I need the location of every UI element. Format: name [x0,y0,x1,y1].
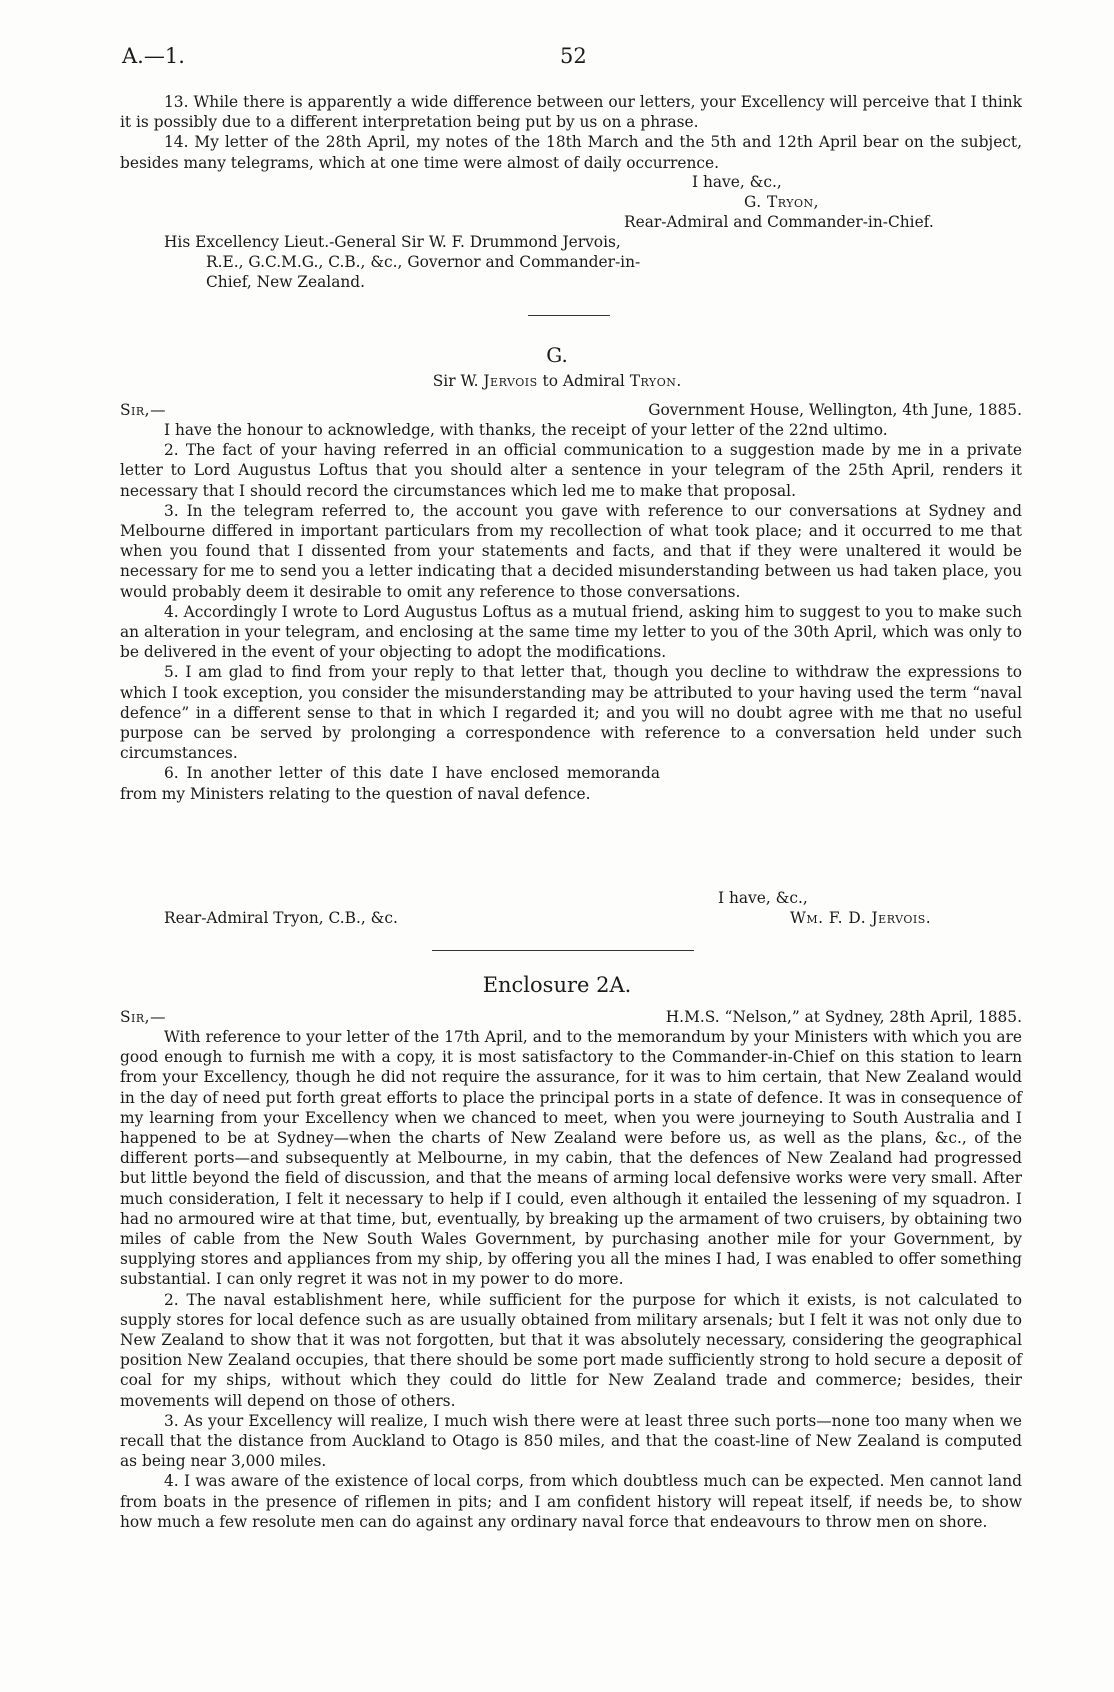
paragraph: 3. As your Excellency will realize, I much wish there were at least three such ports—none too many when we recall that the distance from Auckland to Otago is 850 miles, and that the coast-line of New Zealand is computed as being near 3,000 miles. [120,1411,1022,1471]
letter-g-body [120,420,1022,804]
letter-heading: Sir W. Jervois to Admiral Tryon. [432,372,682,390]
enclosure-title: Enclosure 2A. [482,973,632,997]
salutation: Sir,— [120,1008,166,1026]
paragraph: 2. The naval establishment here, while sufficient for the purpose for which it exists, is not calculated to supply stores for local defence such as are usually obtained from military arsenals; but I felt it was not only due to New Zealand to show that it was not forgotten, but that it was absolutely necessary, considering the geographical position New Zealand occupies, that there should be some port made sufficiently strong to hold secure a deposit of coal for my ships, without which they could do little for New Zealand trade and commerce; besides, their movements will depend on those of others. [120,1290,1022,1410]
paragraph: 3. In the telegram referred to, the account you gave with reference to our conversations at Sydney and Melbourne differed in important particulars from my recollection of what took place; and it occurred to me that when you found that I dissented from your statements and facts, and that if they were unaltered it would be necessary for me to send you a letter indicating that a decided misunderstanding between us had taken place, you would probably deem it desirable to omit any reference to those conversations. [120,501,1022,601]
divider [432,950,694,951]
paragraph: With reference to your letter of the 17th April, and to the memorandum by your Ministers with which you are good enough to furnish me with a copy, it is most satisfactory to the Commander-in-Chief on this station to learn from your Excellency, though he did not require the assurance, for it was to him certain, that New Zealand would in the day of need put forth great efforts to place the principal ports in a state of defence. It was in consequence of my learning from your Excellency when we chanced to meet, when you were journeying to South Australia and I happened to be at Sydney—when the charts of New Zealand were before us, as well as the plans, &c., of the different ports—and subsequently at Melbourne, in my cabin, that the defences of New Zealand had progressed but little beyond the field of discussion, and that the means of arming local defensive works were very small. After much consideration, I felt it necessary to help if I could, even although it entailed the lessening of my squadron. I had no armoured wire at that time, but, eventually, by breaking up the armament of two cruisers, by obtaining two miles of cable from the New South Wales Government, by purchasing another mile for your Government, by supplying stores and appliances from my ship, by offering you all the mines I had, I was enabled to offer something substantial. I can only regret it was not in my power to do more. [120,1028,1022,1289]
signature: Wm. F. D. Jervois. [790,909,932,927]
section-letter: G. [546,343,568,367]
document-reference: A.—1. [122,44,185,68]
enclosure-body [120,1027,1022,1532]
addressee-line: His Excellency Lieut.-General Sir W. F. Drummond Jervois, [164,233,621,251]
addressee-line: Chief, New Zealand. [206,273,366,291]
divider [528,315,610,316]
paragraph: 4. Accordingly I wrote to Lord Augustus Loftus as a mutual friend, asking him to suggest to you to make such an alteration in your telegram, and enclosing at the same time my letter to you of the 30th April, which was only to be delivered in the event of your objecting to adopt the modifications. [120,602,1022,662]
paragraph: I have the honour to acknowledge, with thanks, the receipt of your letter of the 22nd ultimo. [164,421,888,439]
paragraph: 2. The fact of your having referred in an official communication to a suggestion made by me in a private letter to Lord Augustus Loftus that you should alter a sentence in your telegram of the 25th April, renders it necessary that I should record the circumstances which led me to make that proposal. [120,441,1022,500]
closing: I have, &c., [718,889,808,907]
place-date: H.M.S. “Nelson,” at Sydney, 28th April, 1885. [665,1008,1022,1026]
signature: G. Tryon, [744,193,820,211]
page-number: 52 [560,44,587,68]
paragraph: 13. While there is apparently a wide difference between our letters, your Excellency will perceive that I think it is possibly due to a different interpretation being put by us on a phrase. [120,93,1022,132]
signatory-title: Rear-Admiral and Commander-in-Chief. [624,213,934,231]
paragraph: 5. I am glad to find from your reply to that letter that, though you decline to withdraw the expressions to which I took exception, you consider the misunderstanding may be attributed to your having used the term “naval defence” in a different sense to that in which I regarded it; and you will no doubt agree with me that no useful purpose can be served by prolonging a correspondence with reference to a conversation held under such circumstances. [120,663,1022,763]
addressee: Rear-Admiral Tryon, C.B., &c. [164,909,398,927]
place-date: Government House, Wellington, 4th June, 1885. [648,401,1022,419]
paragraph: 4. I was aware of the existence of local corps, from which doubtless much can be expected. Men cannot land from boats in the presence of riflemen in pits; and I am confident history will repeat itself, if needs be, to show how much a few resolute men can do against any ordinary naval force that endeavours to throw men on shore. [120,1472,1022,1531]
addressee-line: R.E., G.C.M.G., C.B., &c., Governor and Commander-in- [206,253,641,271]
paragraph: 6. In another letter of this date I have enclosed memoranda from my Ministers relating to the question of naval defence. [120,764,660,803]
paragraph: 14. My letter of the 28th April, my notes of the 18th March and the 5th and 12th April bear on the subject, besides many telegrams, which at one time were almost of daily occurrence. [120,133,1022,172]
salutation: Sir,— [120,401,166,419]
letter-f-body [120,92,1022,173]
closing: I have, &c., [692,173,782,191]
